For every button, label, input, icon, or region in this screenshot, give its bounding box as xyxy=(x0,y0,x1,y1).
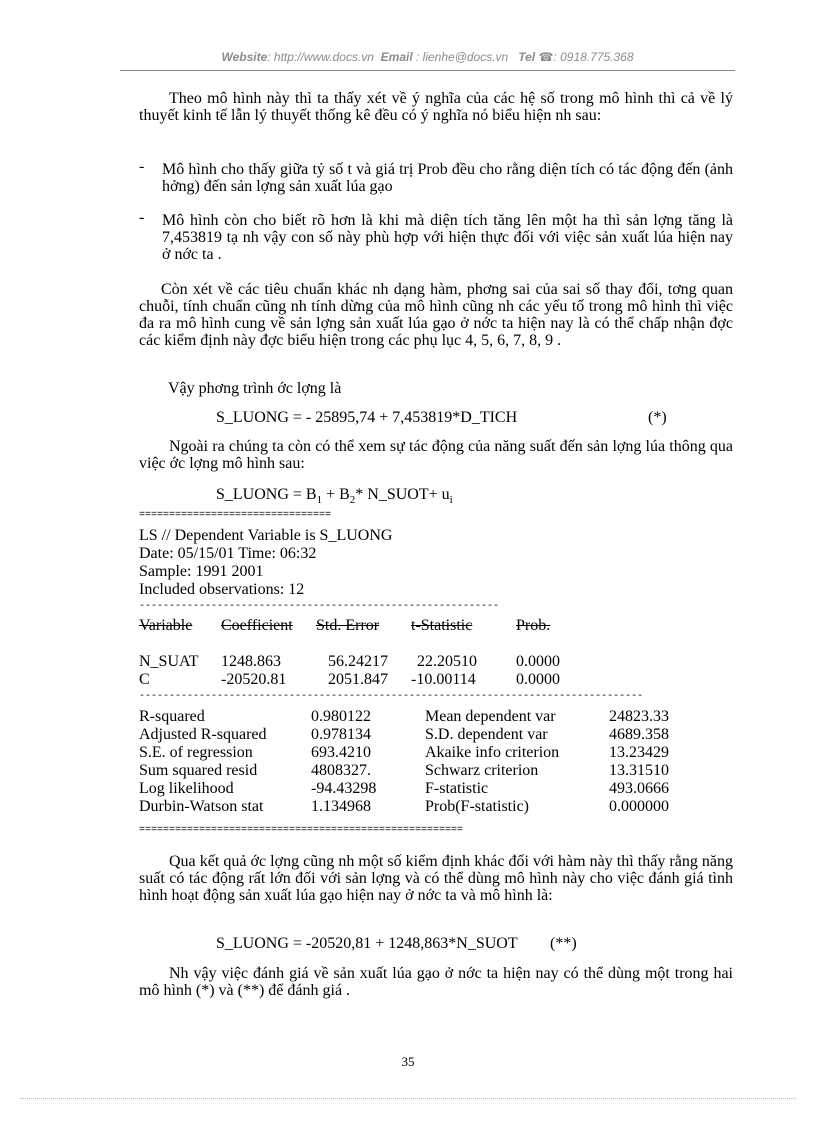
table-cell: -20520.81 xyxy=(221,671,287,688)
stat-label: Schwarz criterion xyxy=(425,762,539,779)
bullet-mark-2: - xyxy=(139,209,145,226)
regression-title: LS // Dependent Variable is S_LUONG xyxy=(139,527,393,544)
bullet-mark-1: - xyxy=(139,158,145,175)
website-value[interactable]: : http://www.docs.vn xyxy=(267,50,374,64)
table-row xyxy=(139,744,669,762)
stat-label: Prob(F-statistic) xyxy=(425,798,529,815)
coefficient-header-row xyxy=(139,617,566,635)
coefficient-table xyxy=(139,617,566,689)
col-header: t-Statistic xyxy=(411,617,473,634)
paragraph-5: Qua kết quả ớc lợng cũng nh một số kiểm định khác đối với hàm này thì thấy rằng năng suất có tác động rất lớn đối với sản lợng và có thể dùng mô hình này cho việc đánh giá tình hình hoạt động sản xuất lúa gạo hiện nay ở nớc ta và mô hình là: xyxy=(139,853,733,904)
equation-2: S_LUONG = $B_1 + B_2*$ N_SUOT+ $u_i$ xyxy=(216,486,453,507)
table-cell: 2051.847 xyxy=(328,671,388,688)
table-row xyxy=(139,780,669,798)
equation-1-tag: (*) xyxy=(648,409,667,426)
stat-value: 4689.358 xyxy=(609,726,669,743)
table-cell: 1248.863 xyxy=(221,653,281,670)
stat-label: Akaike info criterion xyxy=(425,744,560,761)
stat-value: 493.0666 xyxy=(609,780,669,797)
regression-date: Date: 05/15/01 Time: 06:32 xyxy=(139,545,317,562)
table-row xyxy=(139,653,566,671)
equation-3-tag: (**) xyxy=(550,935,577,952)
bullet-item-2: Mô hình còn cho biết rõ hơn là khi mà diện tích tăng lên một ha thì sản lợng tăng là 7,453819 tạ nh vậy con số này phù hợp với hiện thực đối với việc sản xuất lúa hiện nay ở nớc ta . xyxy=(162,212,733,263)
equation-1: S_LUONG = - 25895,74 + 7,453819*D_TICH xyxy=(216,409,518,426)
stat-value: 4808327. xyxy=(311,762,371,779)
website-label: Website xyxy=(221,50,268,64)
regression-sample: Sample: 1991 2001 xyxy=(139,563,264,580)
stat-value: 13.23429 xyxy=(609,744,669,761)
table-cell: 0.0000 xyxy=(516,653,560,670)
stat-label: Durbin-Watson stat xyxy=(139,798,264,815)
col-header: Coefficient xyxy=(221,617,293,634)
statistics-table xyxy=(139,708,669,816)
stat-label: S.E. of regression xyxy=(139,744,253,761)
col-header: Variable xyxy=(139,617,193,634)
separator-dash-short: ------------------------------------------------------------ xyxy=(139,602,500,612)
table-row xyxy=(139,708,669,726)
stat-label: F-statistic xyxy=(425,780,489,797)
stat-value: 1.134968 xyxy=(311,798,371,815)
table-cell: C xyxy=(139,671,150,688)
stat-label: Log likelihood xyxy=(139,780,234,797)
phone-icon: ☎ xyxy=(538,50,554,64)
table-cell: -10.00114 xyxy=(411,671,476,688)
email-label: Email xyxy=(380,50,413,64)
equation-3: S_LUONG = -20520,81 + 1248,863*N_SUOT xyxy=(216,935,518,952)
stat-value: 24823.33 xyxy=(609,708,669,725)
paragraph-4: Ngoài ra chúng ta còn có thể xem sự tác động của năng suất đến sản lợng lúa thông qua việc ớc lợng mô hình sau: xyxy=(139,438,733,472)
separator-double-long: ====================================================== xyxy=(139,826,464,836)
separator-double-short: ================================ xyxy=(139,511,332,521)
table-cell: N_SUAT xyxy=(139,653,199,670)
table-row xyxy=(139,726,669,744)
table-row xyxy=(139,798,669,816)
table-cell: 56.24217 xyxy=(328,653,388,670)
col-header: Prob. xyxy=(516,617,551,634)
stat-value: 0.980122 xyxy=(311,708,371,725)
stat-label: R-squared xyxy=(139,708,205,725)
separator-dash-long: ------------------------------------------------------------------------------------ xyxy=(139,692,644,702)
stat-value: -94.43298 xyxy=(311,780,377,797)
stat-label: Sum squared resid xyxy=(139,762,258,779)
page-header xyxy=(120,50,735,64)
bottom-divider xyxy=(20,1098,796,1099)
paragraph-2: Còn xét về các tiêu chuẩn khác nh dạng hàm, phơng sai của sai số thay đổi, tơng quan chuỗi, tính chuẩn cũng nh tính dừng của mô hình cũng nh các yếu tố trong mô hình thì việc đa ra mô hình cung về sản lợng sản xuất lúa gạo ở nớc ta hiện nay là có thể chấp nhận đợc các kiểm định này đợc biểu hiện trong các phụ lục 4, 5, 6, 7, 8, 9 . xyxy=(139,281,733,349)
stat-label: Adjusted R-squared xyxy=(139,726,267,743)
tel-value: : 0918.775.368 xyxy=(553,50,634,64)
paragraph-3: Vậy phơng trình ớc lợng là xyxy=(168,380,342,397)
table-cell: 22.20510 xyxy=(417,653,477,670)
table-row xyxy=(139,671,566,689)
stat-label: S.D. dependent var xyxy=(425,726,548,743)
regression-observations: Included observations: 12 xyxy=(139,581,305,598)
col-header: Std. Error xyxy=(316,617,380,634)
page-number: 35 xyxy=(401,1054,415,1069)
email-value[interactable]: : lienhe@docs.vn xyxy=(416,50,509,64)
stat-value: 0.000000 xyxy=(609,798,669,815)
tel-label: Tel xyxy=(518,50,536,64)
stat-value: 13.31510 xyxy=(609,762,669,779)
stat-value: 693.4210 xyxy=(311,744,371,761)
table-row xyxy=(139,762,669,780)
table-cell: 0.0000 xyxy=(516,671,560,688)
stat-label: Mean dependent var xyxy=(425,708,556,725)
bullet-item-1: Mô hình cho thấy giữa tỷ số t và giá trị Prob đều cho rằng diện tích có tác động đến (ảnh hởng) đến sản lợng sản xuất lúa gạo xyxy=(162,161,733,195)
paragraph-1: Theo mô hình này thì ta thấy xét về ý nghĩa của các hệ số trong mô hình thì cả về lý thuyết kinh tế lẫn lý thuyết thống kê đều có ý nghĩa nó biểu hiện nh sau: xyxy=(139,90,733,124)
header-divider xyxy=(120,70,735,71)
paragraph-6: Nh vậy việc đánh giá về sản xuất lúa gạo ở nớc ta hiện nay có thể dùng một trong hai mô hình (*) và (**) để đánh giá . xyxy=(139,965,733,999)
stat-value: 0.978134 xyxy=(311,726,371,743)
